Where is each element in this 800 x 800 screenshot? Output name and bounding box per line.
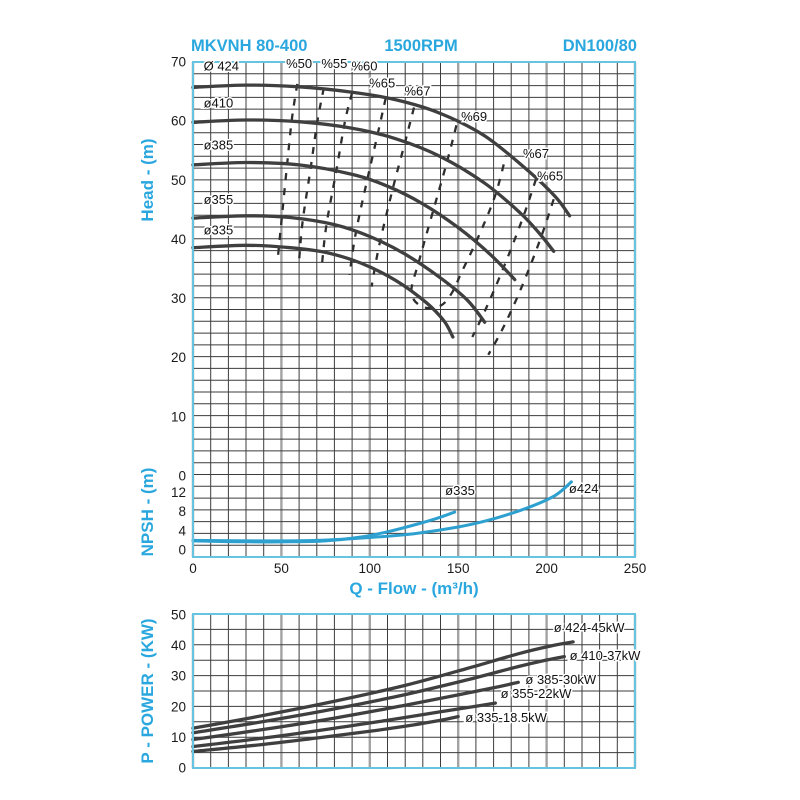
power-tick: 10: [170, 729, 186, 745]
head-curves: [193, 85, 570, 337]
head-tick: 10: [170, 409, 186, 425]
power-curve-label: ø 385-30kW: [525, 671, 597, 687]
flow-tick: 250: [623, 561, 647, 576]
npsh-tick: 12: [170, 484, 186, 500]
impeller-label: ø355: [203, 191, 234, 207]
efficiency-line-55: [299, 88, 324, 260]
efficiency-line-65: [350, 98, 386, 275]
head-tick: 40: [170, 231, 186, 247]
npsh-tick: 0: [178, 542, 186, 558]
impeller-label: Ø 424: [203, 58, 240, 74]
power-tick: 40: [170, 638, 186, 654]
npsh-curve-label: ø424: [568, 480, 599, 496]
power-axis-title: P - POWER - (KW): [138, 618, 157, 764]
flow-tick: 200: [535, 561, 558, 576]
npsh-curve-ø335: [193, 512, 455, 542]
title-flange: DN100/80: [562, 37, 637, 55]
head-tick: 30: [170, 291, 186, 307]
head-curve-Ø424: [193, 85, 570, 216]
efficiency-label: %69: [461, 109, 488, 125]
power-curve-label: ø 424-45kW: [553, 620, 625, 636]
head-tick: 0: [178, 468, 186, 484]
efficiency-label: %55: [321, 55, 348, 71]
title-rpm: 1500RPM: [384, 37, 458, 55]
head-curve-ø410: [193, 120, 554, 251]
impeller-label: ø410: [203, 95, 234, 111]
power-tick: 50: [170, 607, 186, 623]
npsh-curve-label: ø335: [445, 482, 475, 498]
power-curve-label: ø 355-22kW: [500, 685, 572, 701]
flow-tick: 0: [189, 561, 197, 576]
power-curve-label: ø 335-18.5kW: [465, 710, 547, 726]
head-tick: 70: [170, 54, 186, 70]
head-tick: 60: [170, 113, 186, 129]
flow-tick: 150: [446, 561, 470, 576]
npsh-tick: 4: [178, 523, 186, 539]
impeller-label: ø335: [203, 222, 234, 238]
efficiency-line-60: [322, 93, 352, 263]
npsh-axis-title: NPSH - (m): [138, 467, 157, 557]
power-curve-label: ø 410-37kW: [569, 648, 641, 663]
efficiency-label: %67: [522, 145, 550, 161]
head-tick: 50: [170, 172, 186, 188]
efficiency-label: %65: [369, 75, 396, 91]
head-tick: 20: [170, 350, 186, 366]
head-axis-title: Head - (m): [138, 138, 157, 222]
power-tick: 20: [170, 699, 186, 715]
power-tick: 0: [178, 760, 186, 776]
efficiency-label: %65: [537, 168, 564, 184]
flow-tick: 50: [273, 561, 289, 576]
efficiency-label: %67: [404, 83, 431, 99]
efficiency-label: %50: [286, 55, 313, 71]
title-pump-model: MKVNH 80-400: [191, 37, 308, 55]
efficiency-label: %60: [351, 58, 378, 74]
impeller-label: ø385: [203, 137, 234, 153]
power-tick: 30: [170, 668, 186, 684]
flow-axis-title: Q - Flow - (m³/h): [349, 579, 479, 598]
flow-tick: 100: [358, 561, 382, 576]
efficiency-line-67: [472, 179, 536, 337]
npsh-tick: 8: [178, 504, 186, 520]
